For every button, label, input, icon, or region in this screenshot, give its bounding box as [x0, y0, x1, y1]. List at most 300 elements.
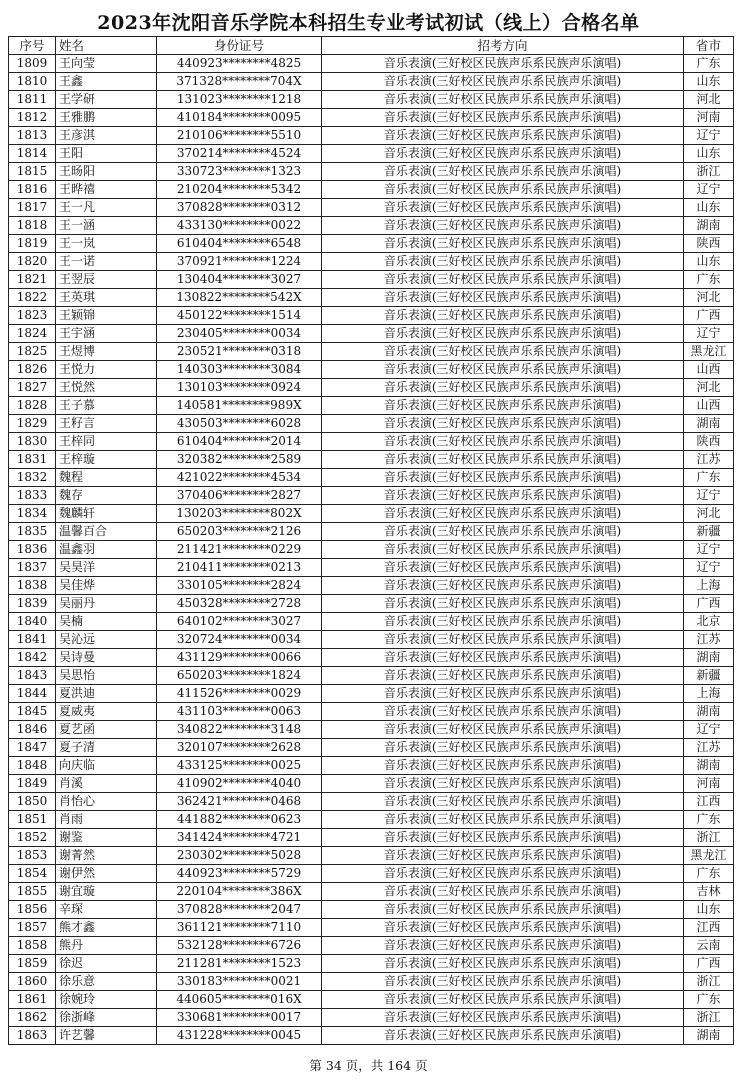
row-province: 广东: [684, 469, 734, 487]
row-name: 熊丹: [56, 937, 157, 955]
table-row: [9, 235, 734, 253]
row-id-number: 130822********542X: [157, 289, 322, 307]
row-province: 湖南: [684, 1027, 734, 1045]
row-id-number: 330681********0017: [157, 1009, 322, 1027]
row-index: 1816: [9, 181, 56, 199]
row-name: 温鑫羽: [56, 541, 157, 559]
row-id-number: 320382********2589: [157, 451, 322, 469]
table-body: [9, 55, 734, 1045]
table-row: [9, 199, 734, 217]
row-province: 江苏: [684, 739, 734, 757]
row-id-number: 362421********0468: [157, 793, 322, 811]
row-province: 山西: [684, 397, 734, 415]
row-index: 1844: [9, 685, 56, 703]
row-id-number: 371328********704X: [157, 73, 322, 91]
table-row: [9, 1009, 734, 1027]
row-name: 谢宜璇: [56, 883, 157, 901]
row-id-number: 370828********0312: [157, 199, 322, 217]
row-id-number: 320724********0034: [157, 631, 322, 649]
row-direction: 音乐表演(三好校区民族声乐系民族声乐演唱): [322, 757, 684, 775]
row-direction: 音乐表演(三好校区民族声乐系民族声乐演唱): [322, 775, 684, 793]
row-index: 1833: [9, 487, 56, 505]
table-row: [9, 289, 734, 307]
row-name: 王子慕: [56, 397, 157, 415]
row-name: 王阳: [56, 145, 157, 163]
row-direction: 音乐表演(三好校区民族声乐系民族声乐演唱): [322, 595, 684, 613]
row-id-number: 130103********0924: [157, 379, 322, 397]
row-province: 湖南: [684, 757, 734, 775]
table-row: [9, 109, 734, 127]
row-province: 辽宁: [684, 127, 734, 145]
row-id-number: 330105********2824: [157, 577, 322, 595]
row-id-number: 421022********4534: [157, 469, 322, 487]
table-row: [9, 379, 734, 397]
row-name: 温馨百合: [56, 523, 157, 541]
row-direction: 音乐表演(三好校区民族声乐系民族声乐演唱): [322, 145, 684, 163]
row-direction: 音乐表演(三好校区民族声乐系民族声乐演唱): [322, 469, 684, 487]
table-row: [9, 973, 734, 991]
row-id-number: 431129********0066: [157, 649, 322, 667]
row-province: 湖南: [684, 217, 734, 235]
row-index: 1843: [9, 667, 56, 685]
row-province: 广西: [684, 307, 734, 325]
row-province: 浙江: [684, 1009, 734, 1027]
row-name: 王彦淇: [56, 127, 157, 145]
row-name: 辛琛: [56, 901, 157, 919]
table-row: [9, 883, 734, 901]
row-province: 辽宁: [684, 181, 734, 199]
row-province: 河南: [684, 775, 734, 793]
row-id-number: 130404********3027: [157, 271, 322, 289]
row-id-number: 220104********386X: [157, 883, 322, 901]
row-direction: 音乐表演(三好校区民族声乐系民族声乐演唱): [322, 271, 684, 289]
table-row: [9, 613, 734, 631]
table-row: [9, 739, 734, 757]
row-province: 北京: [684, 613, 734, 631]
row-name: 谢鉴: [56, 829, 157, 847]
row-province: 河南: [684, 109, 734, 127]
row-direction: 音乐表演(三好校区民族声乐系民族声乐演唱): [322, 343, 684, 361]
table-row: [9, 451, 734, 469]
row-direction: 音乐表演(三好校区民族声乐系民族声乐演唱): [322, 397, 684, 415]
row-name: 吴思怡: [56, 667, 157, 685]
table-row: [9, 73, 734, 91]
row-index: 1847: [9, 739, 56, 757]
row-id-number: 650203********1824: [157, 667, 322, 685]
row-name: 夏威夷: [56, 703, 157, 721]
table-row: [9, 487, 734, 505]
row-province: 广东: [684, 865, 734, 883]
row-province: 上海: [684, 577, 734, 595]
row-name: 吴诗曼: [56, 649, 157, 667]
table-row: [9, 577, 734, 595]
row-province: 吉林: [684, 883, 734, 901]
row-id-number: 370406********2827: [157, 487, 322, 505]
row-name: 谢伊然: [56, 865, 157, 883]
table-row: [9, 307, 734, 325]
row-name: 吴沁远: [56, 631, 157, 649]
row-direction: 音乐表演(三好校区民族声乐系民族声乐演唱): [322, 793, 684, 811]
row-province: 河北: [684, 505, 734, 523]
row-province: 江西: [684, 919, 734, 937]
row-name: 吴昊洋: [56, 559, 157, 577]
table-row: [9, 163, 734, 181]
row-direction: 音乐表演(三好校区民族声乐系民族声乐演唱): [322, 577, 684, 595]
row-id-number: 433125********0025: [157, 757, 322, 775]
row-name: 魏存: [56, 487, 157, 505]
row-direction: 音乐表演(三好校区民族声乐系民族声乐演唱): [322, 829, 684, 847]
row-name: 王籽言: [56, 415, 157, 433]
row-name: 王旸阳: [56, 163, 157, 181]
row-id-number: 433130********0022: [157, 217, 322, 235]
row-index: 1830: [9, 433, 56, 451]
row-index: 1814: [9, 145, 56, 163]
table-row: [9, 271, 734, 289]
row-id-number: 440605********016X: [157, 991, 322, 1009]
row-index: 1851: [9, 811, 56, 829]
row-index: 1856: [9, 901, 56, 919]
row-direction: 音乐表演(三好校区民族声乐系民族声乐演唱): [322, 1009, 684, 1027]
row-index: 1817: [9, 199, 56, 217]
row-index: 1858: [9, 937, 56, 955]
row-index: 1862: [9, 1009, 56, 1027]
row-name: 向庆临: [56, 757, 157, 775]
row-name: 王英琪: [56, 289, 157, 307]
row-direction: 音乐表演(三好校区民族声乐系民族声乐演唱): [322, 739, 684, 757]
row-id-number: 210106********5510: [157, 127, 322, 145]
row-direction: 音乐表演(三好校区民族声乐系民族声乐演唱): [322, 487, 684, 505]
row-province: 新疆: [684, 667, 734, 685]
row-direction: 音乐表演(三好校区民族声乐系民族声乐演唱): [322, 451, 684, 469]
row-index: 1829: [9, 415, 56, 433]
row-id-number: 450328********2728: [157, 595, 322, 613]
table-header-row: [9, 37, 734, 55]
row-direction: 音乐表演(三好校区民族声乐系民族声乐演唱): [322, 181, 684, 199]
row-province: 黑龙江: [684, 343, 734, 361]
header-name: 姓名: [56, 37, 157, 55]
row-id-number: 410902********4040: [157, 775, 322, 793]
row-direction: 音乐表演(三好校区民族声乐系民族声乐演唱): [322, 559, 684, 577]
row-id-number: 430503********6028: [157, 415, 322, 433]
row-index: 1850: [9, 793, 56, 811]
row-index: 1823: [9, 307, 56, 325]
row-province: 辽宁: [684, 487, 734, 505]
row-name: 王一涵: [56, 217, 157, 235]
row-province: 浙江: [684, 829, 734, 847]
row-index: 1828: [9, 397, 56, 415]
row-name: 夏洪迪: [56, 685, 157, 703]
row-direction: 音乐表演(三好校区民族声乐系民族声乐演唱): [322, 1027, 684, 1045]
row-province: 湖南: [684, 415, 734, 433]
row-province: 山东: [684, 73, 734, 91]
header-direction: 招考方向: [322, 37, 684, 55]
table-row: [9, 505, 734, 523]
row-province: 广西: [684, 595, 734, 613]
row-index: 1852: [9, 829, 56, 847]
row-province: 广东: [684, 271, 734, 289]
row-name: 徐迟: [56, 955, 157, 973]
row-name: 徐乐意: [56, 973, 157, 991]
row-id-number: 130203********802X: [157, 505, 322, 523]
table-row: [9, 865, 734, 883]
table-row: [9, 667, 734, 685]
row-direction: 音乐表演(三好校区民族声乐系民族声乐演唱): [322, 361, 684, 379]
row-id-number: 431228********0045: [157, 1027, 322, 1045]
table-row: [9, 433, 734, 451]
row-id-number: 320107********2628: [157, 739, 322, 757]
row-id-number: 410184********0095: [157, 109, 322, 127]
row-id-number: 131023********1218: [157, 91, 322, 109]
table-row: [9, 415, 734, 433]
row-province: 江西: [684, 793, 734, 811]
table-row: [9, 541, 734, 559]
row-id-number: 431103********0063: [157, 703, 322, 721]
table-row: [9, 793, 734, 811]
row-direction: 音乐表演(三好校区民族声乐系民族声乐演唱): [322, 217, 684, 235]
row-name: 王学研: [56, 91, 157, 109]
table-row: [9, 721, 734, 739]
table-row: [9, 901, 734, 919]
row-direction: 音乐表演(三好校区民族声乐系民族声乐演唱): [322, 685, 684, 703]
table-row: [9, 55, 734, 73]
row-direction: 音乐表演(三好校区民族声乐系民族声乐演唱): [322, 991, 684, 1009]
table-row: [9, 829, 734, 847]
row-direction: 音乐表演(三好校区民族声乐系民族声乐演唱): [322, 523, 684, 541]
row-name: 王一岚: [56, 235, 157, 253]
row-id-number: 440923********5729: [157, 865, 322, 883]
row-province: 广东: [684, 991, 734, 1009]
row-index: 1822: [9, 289, 56, 307]
row-direction: 音乐表演(三好校区民族声乐系民族声乐演唱): [322, 721, 684, 739]
row-name: 王颖锦: [56, 307, 157, 325]
row-index: 1818: [9, 217, 56, 235]
row-direction: 音乐表演(三好校区民族声乐系民族声乐演唱): [322, 55, 684, 73]
row-direction: 音乐表演(三好校区民族声乐系民族声乐演唱): [322, 703, 684, 721]
row-province: 云南: [684, 937, 734, 955]
row-name: 王梓同: [56, 433, 157, 451]
table-row: [9, 559, 734, 577]
row-index: 1837: [9, 559, 56, 577]
header-id-number: 身份证号: [157, 37, 322, 55]
results-table: [8, 36, 734, 1045]
row-index: 1811: [9, 91, 56, 109]
row-name: 熊才鑫: [56, 919, 157, 937]
row-province: 广东: [684, 811, 734, 829]
row-province: 浙江: [684, 163, 734, 181]
row-index: 1809: [9, 55, 56, 73]
table-row: [9, 631, 734, 649]
table-row: [9, 919, 734, 937]
row-index: 1825: [9, 343, 56, 361]
row-index: 1821: [9, 271, 56, 289]
row-name: 魏麟轩: [56, 505, 157, 523]
row-name: 王煜博: [56, 343, 157, 361]
row-direction: 音乐表演(三好校区民族声乐系民族声乐演唱): [322, 847, 684, 865]
row-name: 王鑫: [56, 73, 157, 91]
row-direction: 音乐表演(三好校区民族声乐系民族声乐演唱): [322, 883, 684, 901]
row-name: 魏程: [56, 469, 157, 487]
row-index: 1854: [9, 865, 56, 883]
table-row: [9, 145, 734, 163]
row-direction: 音乐表演(三好校区民族声乐系民族声乐演唱): [322, 91, 684, 109]
table-row: [9, 757, 734, 775]
row-direction: 音乐表演(三好校区民族声乐系民族声乐演唱): [322, 73, 684, 91]
row-name: 王翌辰: [56, 271, 157, 289]
row-index: 1848: [9, 757, 56, 775]
row-province: 山东: [684, 253, 734, 271]
row-province: 浙江: [684, 973, 734, 991]
table-row: [9, 217, 734, 235]
row-name: 王宇涵: [56, 325, 157, 343]
row-direction: 音乐表演(三好校区民族声乐系民族声乐演唱): [322, 613, 684, 631]
table-row: [9, 685, 734, 703]
row-name: 王梓璇: [56, 451, 157, 469]
row-direction: 音乐表演(三好校区民族声乐系民族声乐演唱): [322, 253, 684, 271]
row-id-number: 211421********0229: [157, 541, 322, 559]
row-province: 湖南: [684, 649, 734, 667]
table-row: [9, 991, 734, 1009]
table-row: [9, 937, 734, 955]
row-province: 上海: [684, 685, 734, 703]
row-direction: 音乐表演(三好校区民族声乐系民族声乐演唱): [322, 919, 684, 937]
row-province: 江苏: [684, 451, 734, 469]
row-name: 夏子清: [56, 739, 157, 757]
table-row: [9, 181, 734, 199]
row-index: 1838: [9, 577, 56, 595]
row-id-number: 230302********5028: [157, 847, 322, 865]
table-row: [9, 469, 734, 487]
row-direction: 音乐表演(三好校区民族声乐系民族声乐演唱): [322, 127, 684, 145]
row-direction: 音乐表演(三好校区民族声乐系民族声乐演唱): [322, 649, 684, 667]
row-direction: 音乐表演(三好校区民族声乐系民族声乐演唱): [322, 199, 684, 217]
row-id-number: 330183********0021: [157, 973, 322, 991]
row-direction: 音乐表演(三好校区民族声乐系民族声乐演唱): [322, 541, 684, 559]
row-direction: 音乐表演(三好校区民族声乐系民族声乐演唱): [322, 955, 684, 973]
table-row: [9, 325, 734, 343]
row-index: 1834: [9, 505, 56, 523]
row-name: 夏艺函: [56, 721, 157, 739]
row-index: 1863: [9, 1027, 56, 1045]
row-province: 河北: [684, 91, 734, 109]
row-id-number: 330723********1323: [157, 163, 322, 181]
row-province: 山东: [684, 145, 734, 163]
row-id-number: 532128********6726: [157, 937, 322, 955]
row-direction: 音乐表演(三好校区民族声乐系民族声乐演唱): [322, 163, 684, 181]
row-direction: 音乐表演(三好校区民族声乐系民族声乐演唱): [322, 973, 684, 991]
row-index: 1853: [9, 847, 56, 865]
row-name: 王雅鹏: [56, 109, 157, 127]
table-row: [9, 343, 734, 361]
row-index: 1859: [9, 955, 56, 973]
row-id-number: 230405********0034: [157, 325, 322, 343]
row-id-number: 441882********0623: [157, 811, 322, 829]
row-direction: 音乐表演(三好校区民族声乐系民族声乐演唱): [322, 631, 684, 649]
row-province: 辽宁: [684, 559, 734, 577]
page-footer: 第 34 页，共 164 页: [309, 1058, 428, 1073]
row-id-number: 610404********2014: [157, 433, 322, 451]
row-index: 1827: [9, 379, 56, 397]
table-row: [9, 811, 734, 829]
row-direction: 音乐表演(三好校区民族声乐系民族声乐演唱): [322, 109, 684, 127]
table-row: [9, 523, 734, 541]
table-row: [9, 253, 734, 271]
header-index: 序号: [9, 37, 56, 55]
row-name: 王悦然: [56, 379, 157, 397]
row-name: 王一诺: [56, 253, 157, 271]
row-direction: 音乐表演(三好校区民族声乐系民族声乐演唱): [322, 433, 684, 451]
row-index: 1841: [9, 631, 56, 649]
row-name: 王一凡: [56, 199, 157, 217]
table-row: [9, 703, 734, 721]
row-index: 1826: [9, 361, 56, 379]
row-direction: 音乐表演(三好校区民族声乐系民族声乐演唱): [322, 811, 684, 829]
row-id-number: 210411********0213: [157, 559, 322, 577]
row-province: 辽宁: [684, 325, 734, 343]
row-id-number: 341424********4721: [157, 829, 322, 847]
row-direction: 音乐表演(三好校区民族声乐系民族声乐演唱): [322, 505, 684, 523]
row-name: 吴楠: [56, 613, 157, 631]
row-name: 谢菁然: [56, 847, 157, 865]
row-index: 1839: [9, 595, 56, 613]
row-name: 许艺馨: [56, 1027, 157, 1045]
row-name: 肖雨: [56, 811, 157, 829]
row-id-number: 210204********5342: [157, 181, 322, 199]
row-index: 1849: [9, 775, 56, 793]
row-name: 徐婉玲: [56, 991, 157, 1009]
row-name: 肖溪: [56, 775, 157, 793]
row-id-number: 370921********1224: [157, 253, 322, 271]
table-row: [9, 91, 734, 109]
row-id-number: 370828********2047: [157, 901, 322, 919]
row-id-number: 140581********989X: [157, 397, 322, 415]
table-row: [9, 775, 734, 793]
row-province: 广西: [684, 955, 734, 973]
row-id-number: 230521********0318: [157, 343, 322, 361]
row-name: 徐浙峰: [56, 1009, 157, 1027]
table-row: [9, 595, 734, 613]
row-name: 王向莹: [56, 55, 157, 73]
row-name: 王晔禧: [56, 181, 157, 199]
row-province: 山东: [684, 901, 734, 919]
row-direction: 音乐表演(三好校区民族声乐系民族声乐演唱): [322, 379, 684, 397]
page-title: 2023年沈阳音乐学院本科招生专业考试初试（线上）合格名单: [97, 12, 640, 34]
row-id-number: 610404********6548: [157, 235, 322, 253]
row-index: 1845: [9, 703, 56, 721]
row-index: 1861: [9, 991, 56, 1009]
row-province: 山西: [684, 361, 734, 379]
row-id-number: 650203********2126: [157, 523, 322, 541]
row-direction: 音乐表演(三好校区民族声乐系民族声乐演唱): [322, 289, 684, 307]
row-index: 1820: [9, 253, 56, 271]
row-index: 1832: [9, 469, 56, 487]
row-id-number: 361121********7110: [157, 919, 322, 937]
table-row: [9, 847, 734, 865]
table-row: [9, 361, 734, 379]
row-index: 1812: [9, 109, 56, 127]
row-index: 1836: [9, 541, 56, 559]
row-province: 江苏: [684, 631, 734, 649]
row-id-number: 370214********4524: [157, 145, 322, 163]
row-direction: 音乐表演(三好校区民族声乐系民族声乐演唱): [322, 415, 684, 433]
row-index: 1810: [9, 73, 56, 91]
row-province: 山东: [684, 199, 734, 217]
row-index: 1840: [9, 613, 56, 631]
row-index: 1842: [9, 649, 56, 667]
row-id-number: 140303********3084: [157, 361, 322, 379]
row-direction: 音乐表演(三好校区民族声乐系民族声乐演唱): [322, 667, 684, 685]
row-name: 吴丽丹: [56, 595, 157, 613]
row-direction: 音乐表演(三好校区民族声乐系民族声乐演唱): [322, 235, 684, 253]
